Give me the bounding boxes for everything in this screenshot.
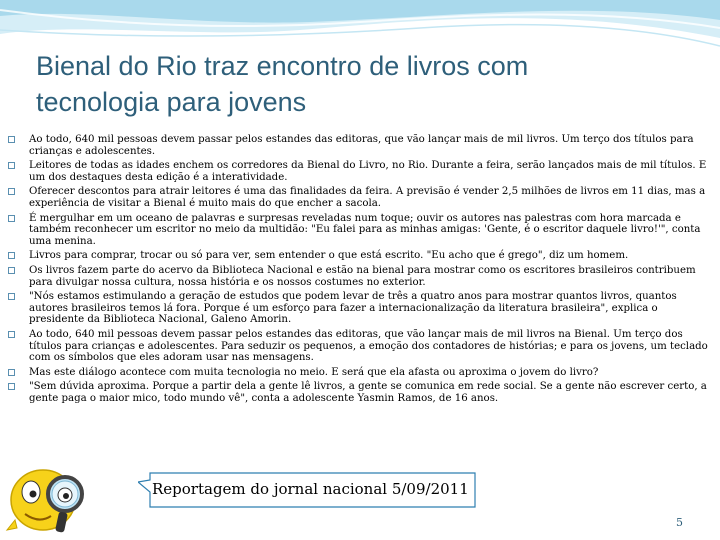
bullet-item	[8, 329, 716, 364]
bullet-item	[8, 250, 716, 262]
bullet-text: Ao todo, 640 mil pessoas devem passar pelos estandes das editoras, que vão lançar mais de mil livros. Um terço dos títulos para crianças e adolescentes.	[29, 134, 694, 157]
bullet-text: Livros para comprar, trocar ou só para ver, sem entender o que está escrito. "Eu acho que é grego", diz um homem.	[29, 250, 629, 262]
square-bullet-icon	[8, 369, 15, 376]
slide-title	[36, 48, 676, 120]
page-number: 5	[676, 516, 683, 529]
bullet-text: Oferecer descontos para atrair leitores é uma das finalidades da feira. A previsão é vender 2,5 milhões de livros em 11 dias, mas a experiência de visitar a Bienal é muito mais do que encher a sacola.	[29, 186, 706, 209]
bullet-item	[8, 265, 716, 288]
bullet-text: Leitores de todas as idades enchem os corredores da Bienal do Livro, no Rio. Durante a feira, serão lançados mais de mil títulos. E um dos destaques desta edição é a interatividade.	[29, 160, 707, 183]
square-bullet-icon	[8, 136, 15, 143]
square-bullet-icon	[8, 383, 15, 390]
square-bullet-icon	[8, 331, 15, 338]
bullet-item	[8, 160, 716, 183]
bullet-item	[8, 367, 716, 379]
slide-title-line-2: tecnologia para jovens	[36, 87, 307, 117]
bullet-item	[8, 186, 716, 209]
callout-text: Reportagem do jornal nacional 5/09/2011	[152, 480, 469, 498]
square-bullet-icon	[8, 188, 15, 195]
square-bullet-icon	[8, 267, 15, 274]
bullet-text: Os livros fazem parte do acervo da Biblioteca Nacional e estão na bienal para mostrar como os escritores brasileiros contribuem para divulgar nossa cultura, nossa história e os nossos costumes no exterior.	[29, 264, 696, 288]
square-bullet-icon	[8, 215, 15, 222]
bullet-item	[8, 291, 716, 326]
bullet-text: "Sem dúvida aproxima. Porque a partir dela a gente lê livros, a gente se comunica em rede social. Se a gente não escrever certo, a gente paga o maior mico, todo mundo vê", conta a adolescente Yasmin Ramos, de 16 anos.	[29, 381, 707, 404]
bullet-item	[8, 213, 716, 248]
square-bullet-icon	[8, 252, 15, 259]
bullet-item	[8, 134, 716, 157]
bullet-text: "Nós estamos estimulando a geração de estudos que podem levar de três a quatro anos para mostrar quantos livros, quantos autores brasileiros temos lá fora. Porque é um esforço para fazer a internacionalização da literatura brasileira", explica o presidente da Biblioteca Nacional, Galeno Amorin.	[29, 291, 677, 326]
slide-title-line-1: Bienal do Rio traz encontro de livros com	[36, 51, 529, 81]
bullet-text: É mergulhar em um oceano de palavras e surpresas reveladas num toque; ouvir os autores nas palestras com hora marcada e também reconhecer um escritor no meio da multidão: "Eu falei para as minhas amigas: 'Gente, é o escritor daquele livro!'", conta uma menina.	[29, 212, 701, 247]
square-bullet-icon	[8, 162, 15, 169]
bullet-item	[8, 381, 716, 404]
bullet-text: Mas este diálogo acontece com muita tecnologia no meio. E será que ela afasta ou aproxima o jovem do livro?	[29, 366, 599, 378]
bullet-text: Ao todo, 640 mil pessoas devem passar pelos estandes das editoras, que vão lançar mais de mil livros na Bienal. Um terço dos títulos para crianças e adolescentes. Para seduzir os pequenos, a emoção dos contadores de histórias; e para os jovens, um teclado com os símbolos que eles adoram usar nas mensagens.	[29, 328, 708, 364]
magnifying-glass-smiley-icon	[5, 458, 95, 538]
bullet-list	[8, 134, 716, 407]
square-bullet-icon	[8, 293, 15, 300]
